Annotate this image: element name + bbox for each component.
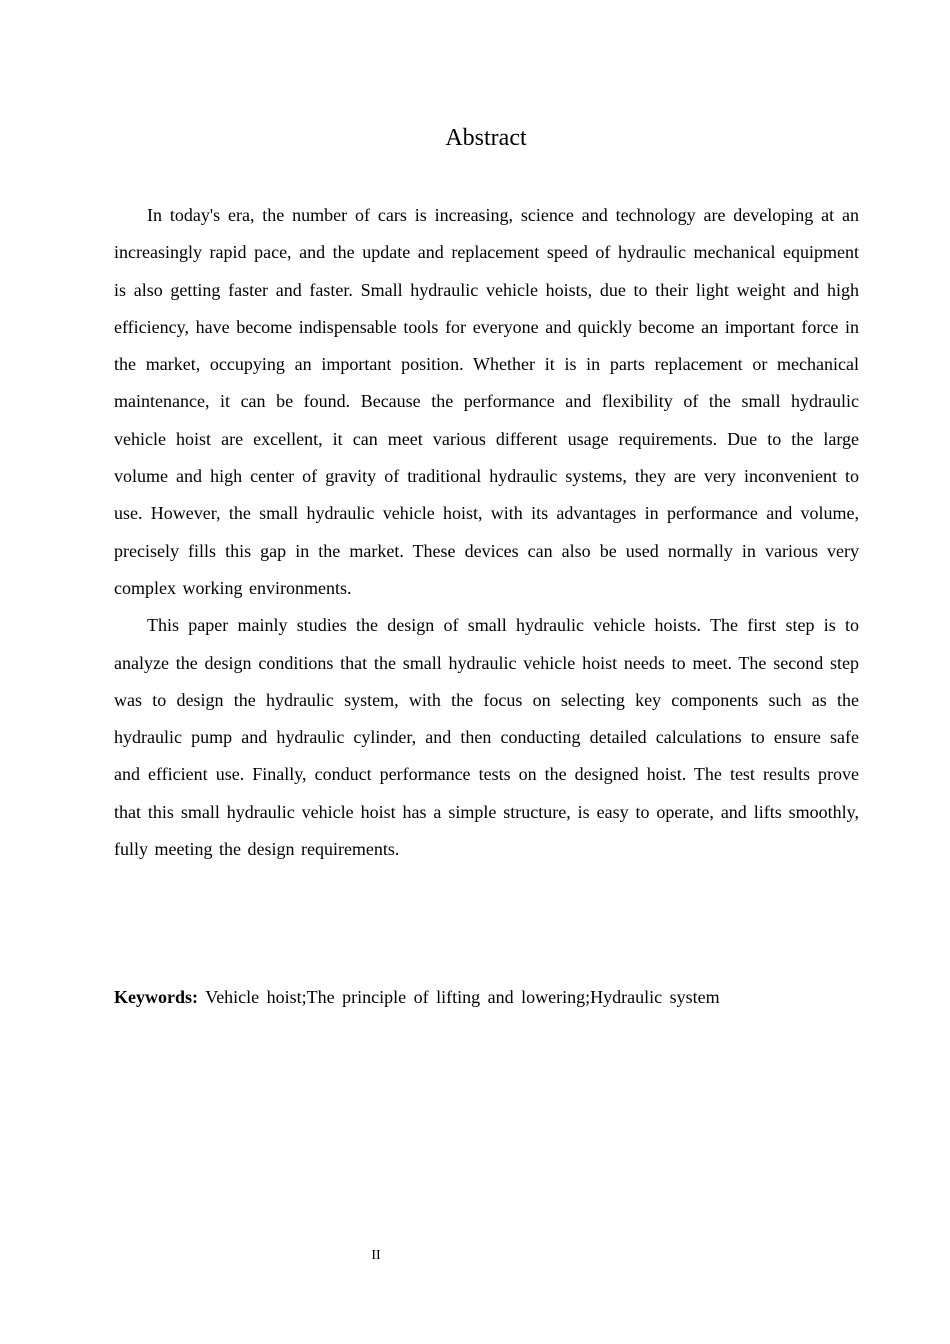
abstract-title: Abstract [445,125,527,151]
abstract-paragraph-1: In today's era, the number of cars is increasing, science and technology are developing at an increasingly rapid pace, and the update and replacement speed of hydraulic mechanical equipment is also getting faster and faster. Small hydraulic vehicle hoists, due to their light weight and high efficiency, have become indispensable tools for everyone and quickly become an important force in the market, occupying an important position. Whether it is in parts replacement or mechanical maintenance, it can be found. Because the performance and flexibility of the small hydraulic vehicle hoist are excellent, it can meet various different usage requirements. Due to the large volume and high center of gravity of traditional hydraulic systems, they are very inconvenient to use. However, the small hydraulic vehicle hoist, with its advantages in performance and volume, precisely fills this gap in the market. These devices can also be used normally in various very complex working environments. [114,205,859,598]
abstract-body [114,197,859,868]
abstract-paragraph-2: This paper mainly studies the design of small hydraulic vehicle hoists. The first step is to analyze the design conditions that the small hydraulic vehicle hoist needs to meet. The second step was to design the hydraulic system, with the focus on selecting key components such as the hydraulic pump and hydraulic cylinder, and then conducting detailed calculations to ensure safe and efficient use. Finally, conduct performance tests on the designed hoist. The test results prove that this small hydraulic vehicle hoist has a simple structure, is easy to operate, and lifts smoothly, fully meeting the design requirements. [114,615,859,860]
keywords-text: Vehicle hoist;The principle of lifting and lowering;Hydraulic system [205,987,720,1007]
keywords-line [114,982,859,1012]
page-number: II [371,1248,381,1263]
keywords-label: Keywords: [114,987,198,1007]
